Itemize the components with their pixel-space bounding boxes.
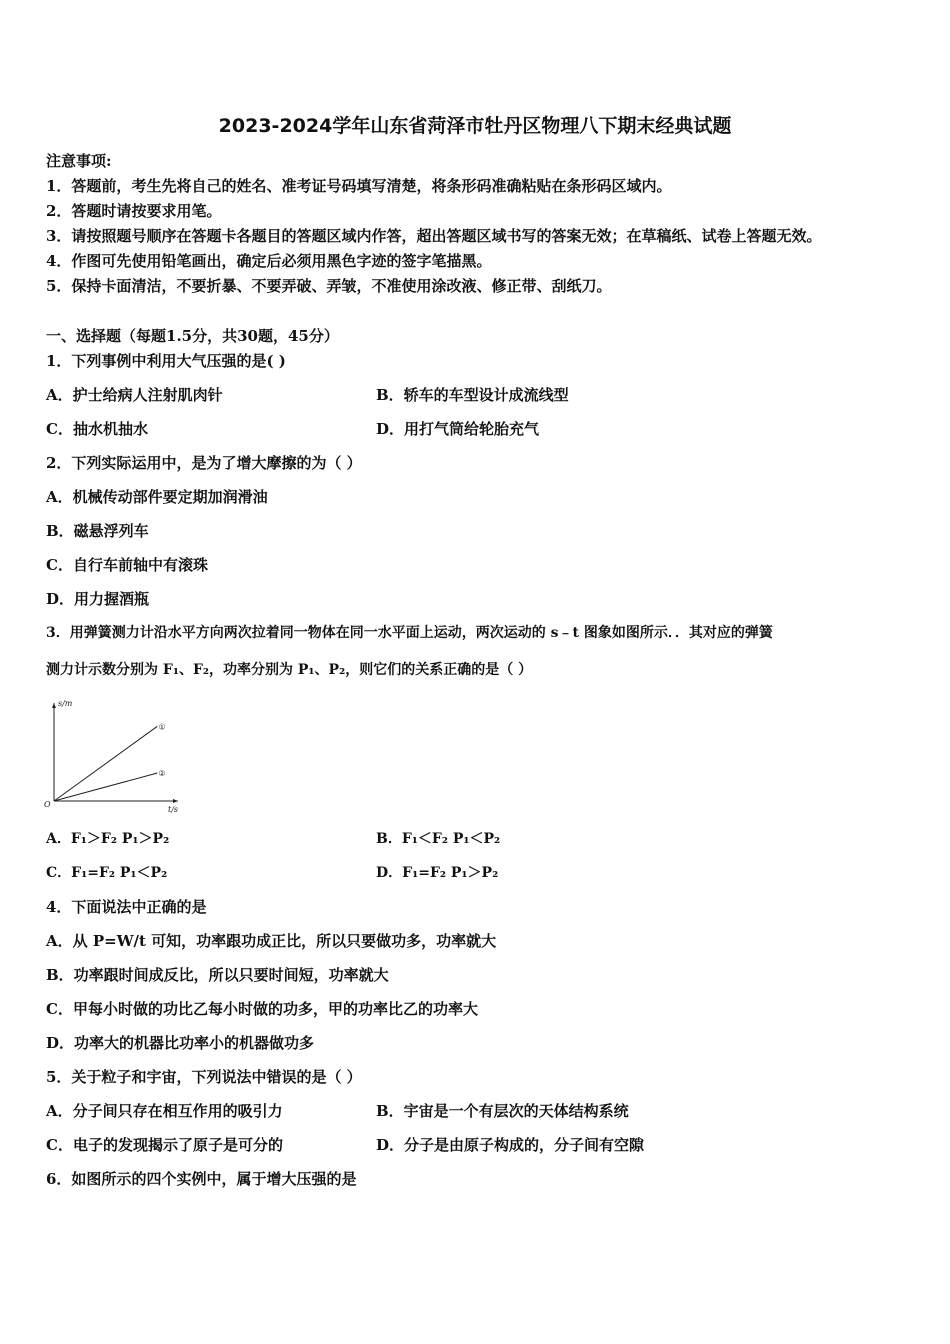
question-4-stem: 4．下面说法中正确的是: [46, 898, 207, 916]
x-axis-label: t/s: [168, 805, 179, 814]
q4-option-d: D．功率大的机器比功率小的机器做功多: [46, 1034, 315, 1052]
page-title: 2023-2024学年山东省菏泽市牡丹区物理八下期末经典试题: [218, 115, 732, 137]
series-label-1: ①: [158, 722, 166, 732]
q1-option-c: C．抽水机抽水: [46, 420, 148, 438]
q1-option-a: A．护士给病人注射肌肉针: [46, 386, 223, 404]
notice-heading: 注意事项:: [46, 152, 112, 170]
question-1-stem: 1．下列事例中利用大气压强的是( ): [46, 352, 286, 370]
q5-option-a: A．分子间只存在相互作用的吸引力: [46, 1102, 283, 1120]
q1-option-b: B．轿车的车型设计成流线型: [376, 386, 569, 404]
question-3-stem-line2: 测力计示数分别为 F₁、F₂，功率分别为 P₁、P₂，则它们的关系正确的是（ ）: [46, 662, 533, 678]
section-heading: 一、选择题（每题1.5分，共30题，45分）: [46, 327, 339, 345]
series-label-2: ②: [158, 769, 166, 778]
q3-option-c: C．F₁=F₂ P₁＜P₂: [46, 865, 168, 881]
q3-option-b: B．F₁＜F₂ P₁＜P₂: [376, 831, 501, 847]
notice-item: 2．答题时请按要求用笔。: [46, 202, 222, 220]
notice-item: 4．作图可先使用铅笔画出，确定后必须用黑色字迹的签字笔描黑。: [46, 252, 492, 270]
question-3-stem-line1: 3．用弹簧测力计沿水平方向两次拉着同一物体在同一水平面上运动，两次运动的 s﹣t 图象如图所示．．其对应的弹簧: [46, 625, 773, 641]
q1-option-d: D．用打气筒给轮胎充气: [376, 420, 540, 438]
series-line-1: [54, 726, 157, 801]
notice-item: 3．请按照题号顺序在答题卡各题目的答题区域内作答，超出答题区域书写的答案无效；在草稿纸、试卷上答题无效。: [46, 227, 822, 245]
q5-option-d: D．分子是由原子构成的，分子间有空隙: [376, 1136, 645, 1154]
s-t-graph: [42, 693, 192, 818]
series-line-2: [54, 773, 157, 801]
question-2-stem: 2．下列实际运用中，是为了增大摩擦的为（ ）: [46, 454, 362, 472]
q5-option-b: B．宇宙是一个有层次的天体结构系统: [376, 1102, 629, 1120]
q4-option-c: C．甲每小时做的功比乙每小时做的功多，甲的功率比乙的功率大: [46, 1000, 478, 1018]
origin-label: O: [44, 800, 51, 809]
q5-option-c: C．电子的发现揭示了原子是可分的: [46, 1136, 283, 1154]
q2-option-b: B．磁悬浮列车: [46, 522, 149, 540]
q2-option-c: C．自行车前轴中有滚珠: [46, 556, 208, 574]
y-axis-label: s/m: [58, 699, 73, 708]
q4-option-b: B．功率跟时间成反比，所以只要时间短，功率就大: [46, 966, 389, 984]
q4-option-a: A．从 P=W/t 可知，功率跟功成正比，所以只要做功多，功率就大: [46, 932, 497, 950]
question-5-stem: 5．关于粒子和宇宙，下列说法中错误的是（ ）: [46, 1068, 362, 1086]
q3-option-d: D．F₁=F₂ P₁＞P₂: [376, 865, 499, 881]
y-axis-arrow: [52, 703, 56, 708]
question-6-stem: 6．如图所示的四个实例中，属于增大压强的是: [46, 1170, 357, 1188]
q3-option-a: A．F₁＞F₂ P₁＞P₂: [46, 831, 170, 847]
notice-item: 1．答题前，考生先将自己的姓名、准考证号码填写清楚，将条形码准确粘贴在条形码区域内。: [46, 177, 672, 195]
q2-option-a: A．机械传动部件要定期加润滑油: [46, 488, 268, 506]
q2-option-d: D．用力握酒瓶: [46, 590, 150, 608]
x-axis-arrow: [173, 799, 178, 803]
notice-item: 5．保持卡面清洁，不要折暴、不要弄破、弄皱，不准使用涂改液、修正带、刮纸刀。: [46, 277, 612, 295]
